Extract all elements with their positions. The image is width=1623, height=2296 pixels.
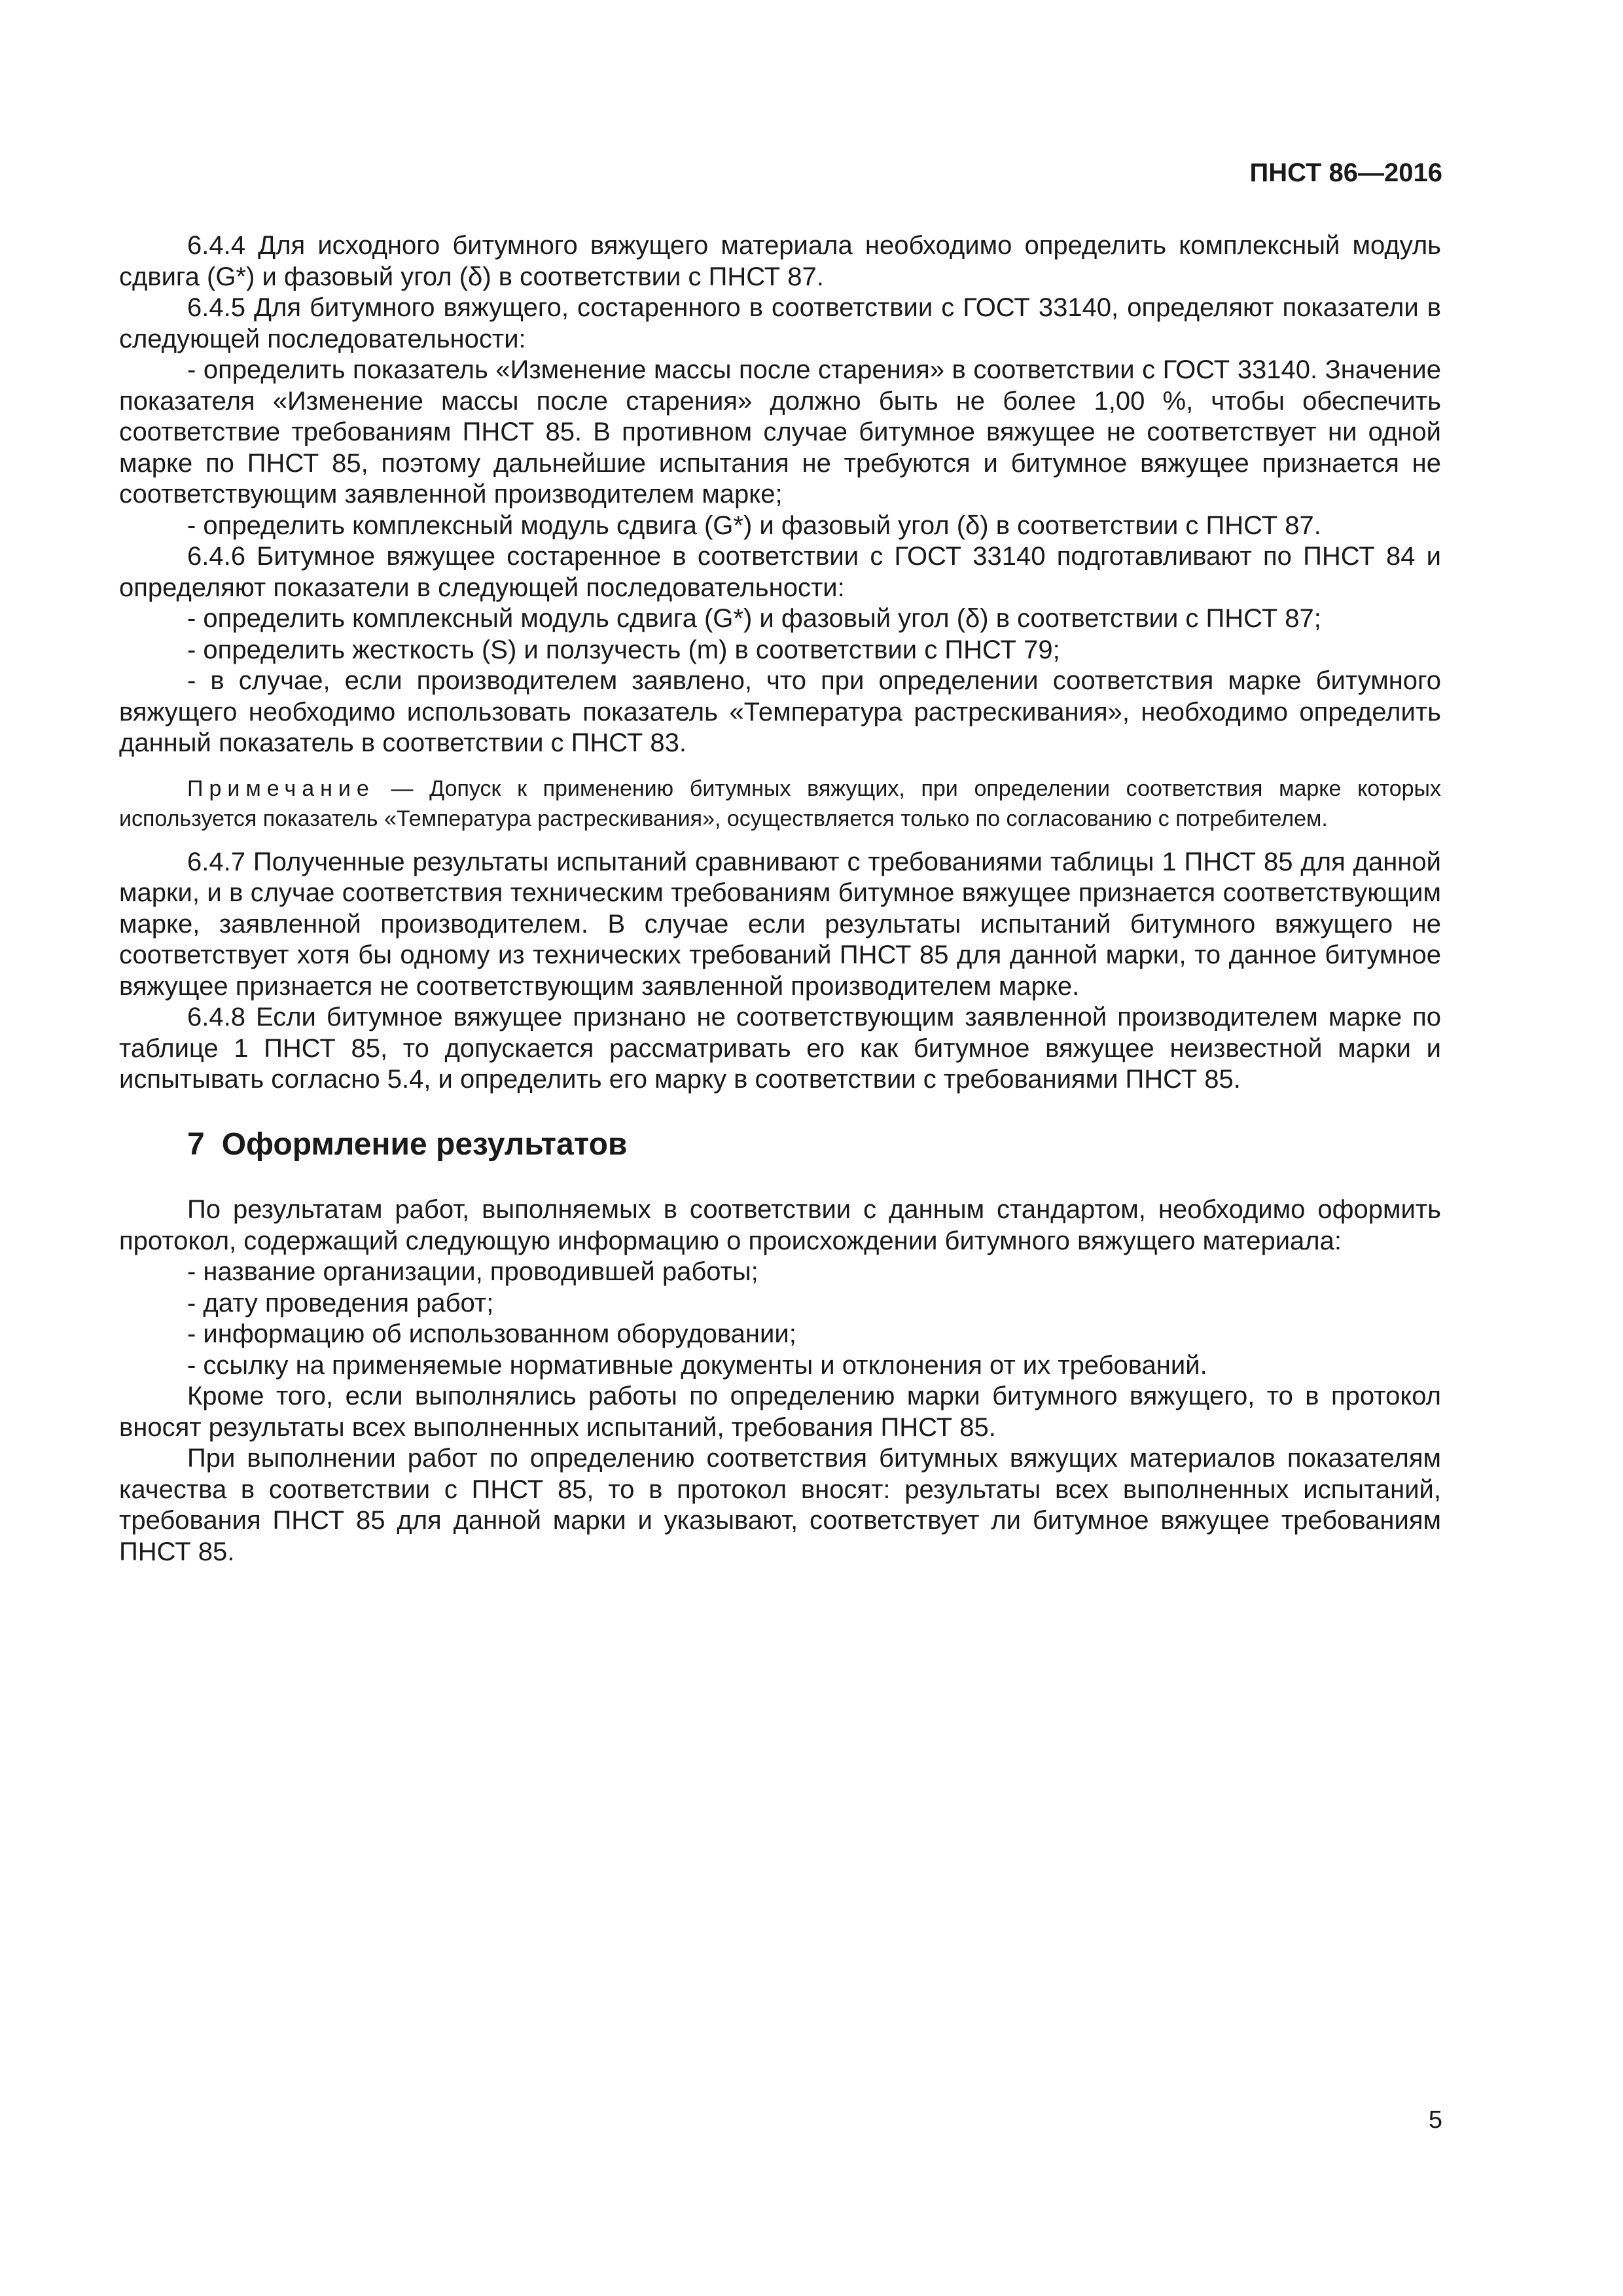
document-body xyxy=(119,230,1441,1568)
section-7-paragraph: По результатам работ, выполняемых в соответствии с данным стандартом, необходимо оформить протокол, содержащий следующую информацию о происхождении битумного вяжущего материала: xyxy=(119,1195,1441,1255)
list-item: - определить показатель «Изменение массы после старения» в соответствии с ГОСТ 33140. Значение показателя «Изменение массы после старения» должно быть не более 1,00 %, чтобы обеспечить соответствие требованиям ПНСТ 85. В противном случае битумное вяжущее не соответствует ни одной марке по ПНСТ 85, поэтому дальнейшие испытания не требуются и битумное вяжущее признается не соответствующим заявленной производителем марке; xyxy=(119,355,1441,509)
note xyxy=(119,774,1441,834)
section-title-text: Оформление результатов xyxy=(221,1126,628,1162)
clause-6-4-6: 6.4.6 Битумное вяжущее состаренное в соответствии с ГОСТ 33140 подготавливают по ПНСТ 84 и определяют показатели в следующей последовательности: xyxy=(119,542,1441,602)
clause-6-4-5: 6.4.5 Для битумного вяжущего, состаренного в соответствии с ГОСТ 33140, определяют показатели в следующей последовательности: xyxy=(119,293,1441,353)
section-7-paragraph: Кроме того, если выполнялись работы по определению марки битумного вяжущего, то в протокол вносят результаты всех выполненных испытаний, требования ПНСТ 85. xyxy=(119,1382,1441,1442)
page-number: 5 xyxy=(1428,2106,1442,2134)
clause-6-4-8: 6.4.8 Если битумное вяжущее признано не соответствующим заявленной производителем марке по таблице 1 ПНСТ 85, то допускается рассматривать его как битумное вяжущее неизвестной марки и испытывать согласно 5.4, и определить его марку в соответствии с требованиями ПНСТ 85. xyxy=(119,1003,1441,1094)
section-7-title xyxy=(119,1126,1441,1164)
list-item: - название организации, проводившей работы; xyxy=(187,1257,758,1287)
list-item: - определить комплексный модуль сдвига (G*) и фазовый угол (δ) в соответствии с ПНСТ 87. xyxy=(187,511,1321,540)
list-item: - дату проведения работ; xyxy=(187,1288,494,1318)
list-item: - определить жесткость (S) и ползучесть (m) в соответствии с ПНСТ 79; xyxy=(187,635,1060,664)
list-item: - в случае, если производителем заявлено, что при определении соответствия марке битумного вяжущего необходимо использовать показатель «Температура растрескивания», необходимо определить данный показатель в соответствии с ПНСТ 83. xyxy=(119,666,1441,757)
list-item: - информацию об использованном оборудовании; xyxy=(187,1319,796,1349)
section-number: 7 xyxy=(187,1126,205,1162)
section-7-paragraph: При выполнении работ по определению соответствия битумных вяжущих материалов показателям качества в соответствии с ПНСТ 85, то в протокол вносят: результаты всех выполненных испытаний, требования ПНСТ 85 для данной марки и указывают, соответствует ли битумное вяжущее требованиям ПНСТ 85. xyxy=(119,1444,1441,1566)
clause-6-4-7: 6.4.7 Полученные результаты испытаний сравнивают с требованиями таблицы 1 ПНСТ 85 для данной марки, и в случае соответствия техническим требованиям битумное вяжущее признается соответствующим марке, заявленной производителем. В случае если результаты испытаний битумного вяжущего не соответствует хотя бы одному из технических требований ПНСТ 85 для данной марки, то данное битумное вяжущее признается не соответствующим заявленной производителем марке. xyxy=(119,847,1441,1001)
list-item: - ссылку на применяемые нормативные документы и отклонения от их требований. xyxy=(187,1350,1207,1380)
clause-6-4-4: 6.4.4 Для исходного битумного вяжущего материала необходимо определить комплексный модуль сдвига (G*) и фазовый угол (δ) в соответствии с ПНСТ 87. xyxy=(119,231,1441,291)
list-item: - определить комплексный модуль сдвига (G*) и фазовый угол (δ) в соответствии с ПНСТ 87; xyxy=(187,604,1321,633)
note-label: Примечание xyxy=(187,776,375,801)
document-id-header: ПНСТ 86—2016 xyxy=(1249,158,1442,187)
note-text: — Допуск к применению битумных вяжущих, при определении соответствия марке которых используется показатель «Температура растрескивания», осуществляется только по согласованию с потребителем. xyxy=(119,776,1441,831)
